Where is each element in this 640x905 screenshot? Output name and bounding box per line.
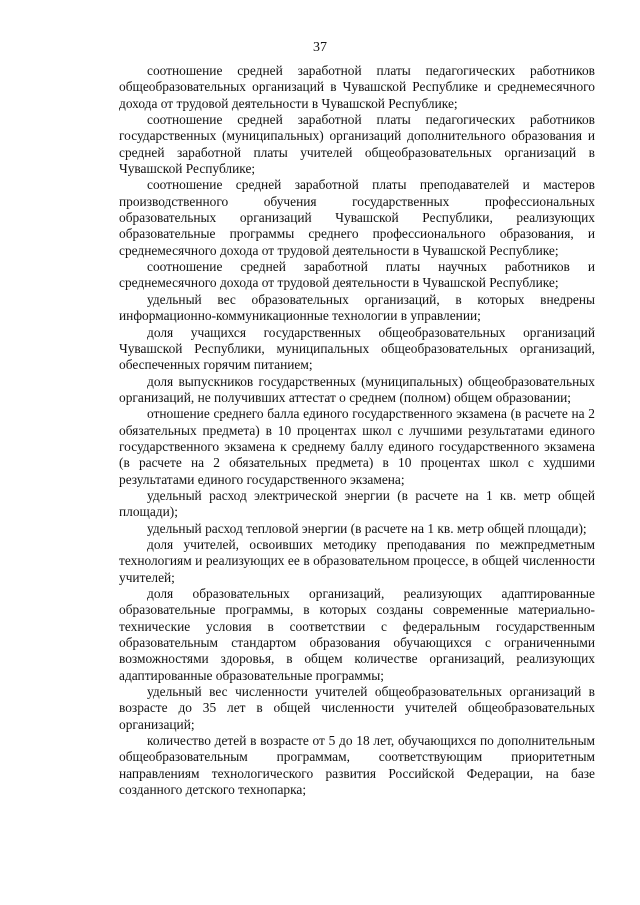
paragraph: удельный вес образовательных организаций, в которых внедрены информационно-коммуникационные технологии в управлении; [119,291,595,324]
paragraph: доля образовательных организаций, реализующих адаптированные образовательные программы, в которых созданы современные материально-технические условия в соответствии с федеральным государственным образовательным стандартом образования обучающихся с ограниченными возможностями здоровья, в общем количестве организаций, реализующих адаптированные образовательные программы; [119,586,595,683]
paragraph: соотношение средней заработной платы педагогических работников общеобразовательных организаций в Чувашской Республике и среднемесячного дохода от трудовой деятельности в Чувашской Республике; [119,63,595,111]
paragraph: соотношение средней заработной платы преподавателей и мастеров производственного обучения государственных профессиональных образовательных организаций Чувашской Республики, реализующих образовательные программы среднего профессионального образования, и среднемесячного дохода от трудовой деятельности в Чувашской Республике; [119,177,595,258]
paragraph: доля учащихся государственных общеобразовательных организаций Чувашской Республики, муниципальных общеобразовательных организаций, обеспеченных горячим питанием; [119,324,595,373]
paragraph: соотношение средней заработной платы педагогических работников государственных (муниципальных) организаций дополнительного образования и средней заработной платы учителей общеобразовательных организаций в Чувашской Республике; [119,112,595,177]
paragraph: удельный расход электрической энергии (в расчете на 1 кв. метр общей площади); [119,487,595,520]
paragraph: доля учителей, освоивших методику преподавания по межпредметным технологиям и реализующих ее в образовательном процессе, в общей численности учителей; [119,536,595,585]
document-body [119,63,595,798]
paragraph: доля выпускников государственных (муниципальных) общеобразовательных организаций, не получивших аттестат о среднем (полном) общем образовании; [119,373,595,405]
paragraph: отношение среднего балла единого государственного экзамена (в расчете на 2 обязательных предмета) в 10 процентах школ с лучшими результатами единого государственного экзамена к среднему баллу единого государственного экзамена (в расчете на 2 обязательных предмета) в 10 процентах школ с худшими результатами единого государственного экзамена; [119,406,595,487]
paragraph: удельный расход тепловой энергии (в расчете на 1 кв. метр общей площади); [147,520,587,536]
paragraph: соотношение средней заработной платы научных работников и среднемесячного дохода от трудовой деятельности в Чувашской Республике; [119,259,595,291]
paragraph: удельный вес численности учителей общеобразовательных организаций в возрасте до 35 лет в общей численности учителей общеобразовательных организаций; [119,684,595,732]
page-number: 37 [313,40,327,55]
paragraph: количество детей в возрасте от 5 до 18 лет, обучающихся по дополнительным общеобразовательным программам, соответствующим приоритетным направлениям технологического развития Российской Федерации, на базе созданного детского технопарка; [119,733,595,798]
